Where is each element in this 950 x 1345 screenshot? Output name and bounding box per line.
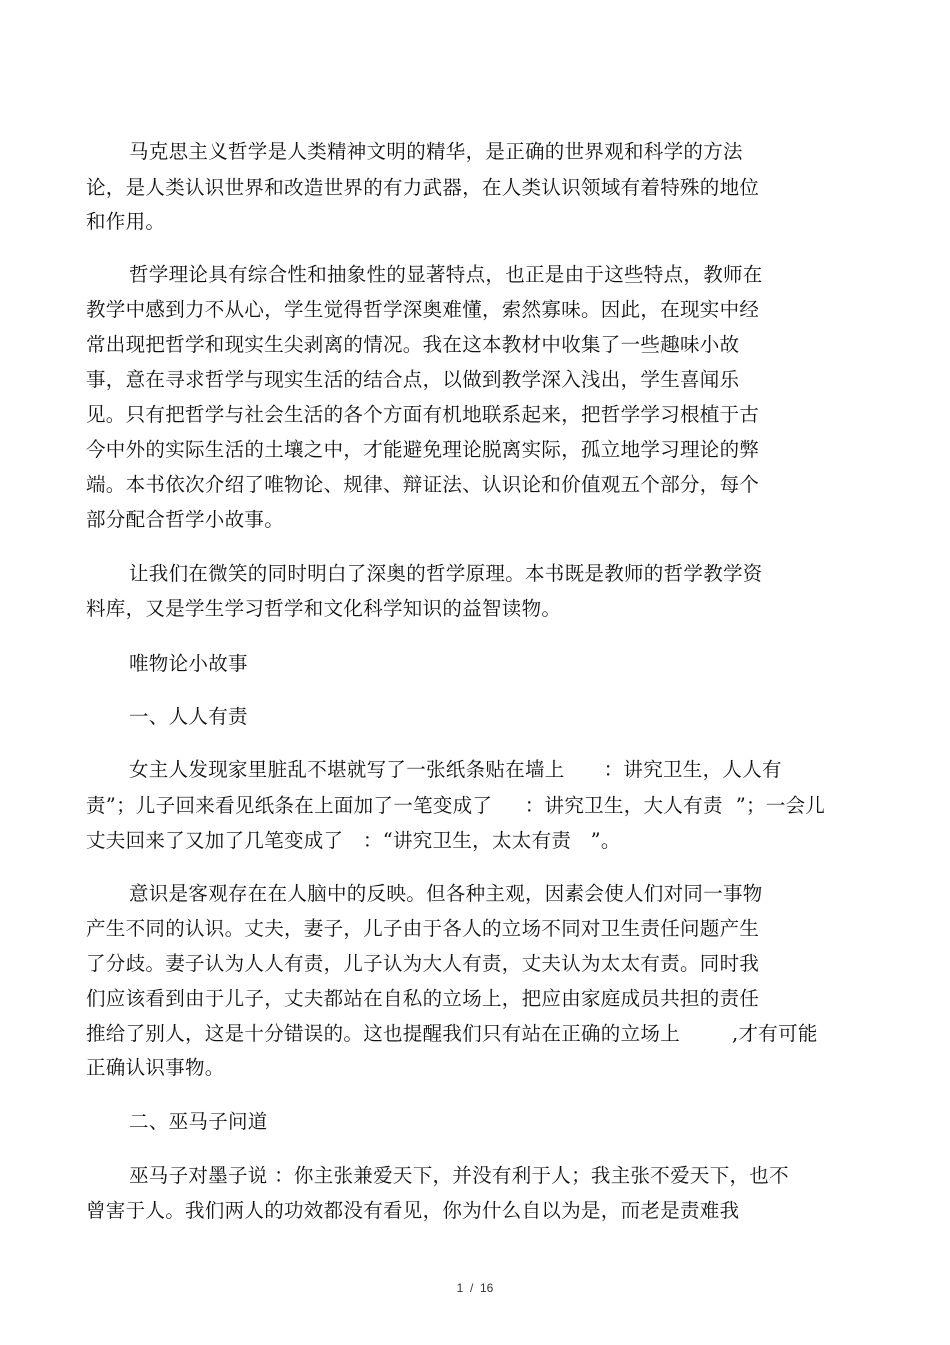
paragraph-2-line-7: 端。本书依次介绍了唯物论、规律、辩证法、认识论和价值观五个部分，每个: [86, 473, 760, 496]
commentary-1-line-3: 了分歧。妻子认为人人有责，儿子认为大人有责，丈夫认为太太有责。同时我: [86, 952, 760, 975]
paragraph-2-line-4: 事，意在寻求哲学与现实生活的结合点，以做到教学深入浅出，学生喜闻乐: [86, 368, 740, 391]
story-1-line-1: 女主人发现家里脏乱不堪就写了一张纸条贴在墙上 ：讲究卫生，人人有: [129, 758, 782, 781]
story-1-title: 一、人人有责: [129, 705, 248, 728]
paragraph-2-line-3: 常出现把哲学和现实生尖剥离的情况。我在这本教材中收集了一些趣味小故: [86, 333, 740, 356]
commentary-1-line-4: 们应该看到由于儿子，丈夫都站在自私的立场上，把应由家庭成员共担的责任: [86, 987, 760, 1010]
paragraph-2-line-2: 教学中感到力不从心，学生觉得哲学深奥难懂，索然寡味。因此，在现实中经: [86, 298, 760, 321]
commentary-1-line-2: 产生不同的认识。丈夫，妻子，儿子由于各人的立场不同对卫生责任问题产生: [86, 917, 760, 940]
paragraph-3-line-2: 料库，又是学生学习哲学和文化科学知识的益智读物。: [86, 597, 562, 620]
story-2-line-2: 曾害于人。我们两人的功效都没有看见，你为什么自以为是，而老是责难我: [86, 1199, 740, 1222]
paragraph-2-line-5: 见。只有把哲学与社会生活的各个方面有机地联系起来，把哲学学习根植于古: [86, 403, 760, 426]
paragraph-2-line-1: 哲学理论具有综合性和抽象性的显著特点，也正是由于这些特点，教师在: [129, 263, 763, 286]
story-2-title: 二、巫马子问道: [129, 1110, 268, 1133]
paragraph-2-line-6: 今中外的实际生活的土壤之中，才能避免理论脱离实际，孤立地学习理论的弊: [86, 438, 760, 461]
commentary-1-line-6: 正确认识事物。: [86, 1056, 225, 1079]
page-number: 1 / 16: [456, 1281, 494, 1295]
commentary-1-line-5: 推给了别人，这是十分错误的。这也提醒我们只有站在正确的立场上 ,才有可能: [86, 1022, 818, 1045]
commentary-1-line-1: 意识是客观存在在人脑中的反映。但各种主观，因素会使人们对同一事物: [129, 882, 763, 905]
paragraph-1-line-1: 马克思主义哲学是人类精神文明的精华，是正确的世界观和科学的方法: [129, 140, 743, 163]
paragraph-3-line-1: 让我们在微笑的同时明白了深奥的哲学原理。本书既是教师的哲学教学资: [129, 562, 763, 585]
paragraph-2-line-8: 部分配合哲学小故事。: [86, 508, 285, 531]
paragraph-1-line-3: 和作用。: [86, 210, 166, 233]
story-1-line-3: 丈夫回来了又加了几笔变成了 ：“讲究卫生，太太有责 ”。: [86, 829, 621, 852]
section-heading-materialism-stories: 唯物论小故事: [129, 652, 248, 675]
paragraph-1-line-2: 论，是人类认识世界和改造世界的有力武器，在人类认识领域有着特殊的地位: [86, 176, 760, 199]
story-2-line-1: 巫马子对墨子说 ：你主张兼爱天下，并没有利于人；我主张不爱天下，也不: [129, 1164, 789, 1187]
story-1-line-2: 责”；儿子回来看见纸条在上面加了一笔变成了 ：讲究卫生，大人有责 ”；一会儿: [86, 794, 826, 817]
